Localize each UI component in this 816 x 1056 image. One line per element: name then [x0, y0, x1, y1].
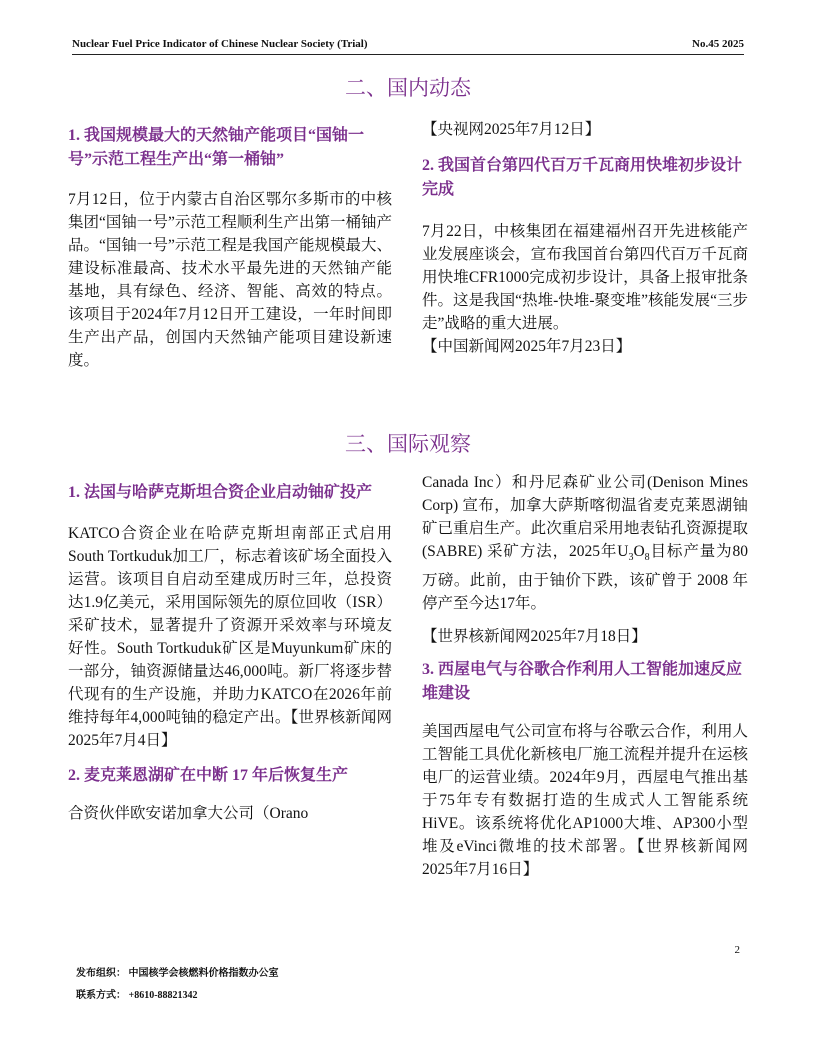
intl-item1-body: KATCO合资企业在哈萨克斯坦南部正式启用South Tortkuduk加工厂，标志着该矿场全面投入运营。该项目自启动至建成历时三年，总投资达1.9亿美元，采用国际领先的原位回收（ISR）采矿技术，显著提升了资源开采效率与环境友好性。South Tortkuduk矿区是Muyunkum矿床的一部分，铀资源储量达46,000吨。新厂将逐步替代现有的生产设施，并助力KATCO在2026年前维持每年4,000吨铀的稳定产出。【世界核新闻网2025年7月4日】 — [68, 525, 392, 749]
intl-item2-source: 【世界核新闻网2025年7月18日】 — [422, 628, 647, 646]
u3o8-sub-3: 3 — [628, 552, 634, 564]
intl-item2-body-cont — [422, 471, 748, 615]
intl-item2-body-start: 合资伙伴欧安诺加拿大公司（Orano — [68, 805, 309, 822]
domestic-item2-source: 【中国新闻网2025年7月23日】 — [422, 338, 632, 355]
domestic-item2-body: 7月22日，中核集团在福建福州召开先进核能产业发展座谈会，宣布我国首台第四代百万千瓦商用快堆CFR1000完成初步设计，具备上报审批条件。这是我国“热堆-快堆-聚变堆”核能发展“三步走”战略的重大进展。 — [422, 223, 748, 332]
intl-item2-body-b: 目标产量为80万磅。此前，由于铀价下跌，该矿曾于 2008 年停产至今达17年。 — [422, 543, 748, 613]
u3o8-o: O — [633, 543, 645, 560]
running-header — [72, 38, 744, 54]
section-heading-international: 三、国际观察 — [345, 432, 471, 456]
domestic-right-column — [422, 118, 748, 358]
intl-item2-body-a: Canada Inc）和丹尼森矿业公司(Denison Mines Corp) 宣布，加拿大萨斯喀彻温省麦克莱恩湖铀矿已重启生产。此次重启采用地表钻孔资源提取(SABRE) 采矿方法，2025年U — [422, 474, 748, 560]
intl-right-column — [422, 471, 748, 881]
u3o8-sub-8: 8 — [644, 552, 650, 564]
footer-org: 发布组织： 中国核学会核燃料价格指数办公室 — [76, 968, 279, 979]
domestic-left-column — [68, 124, 392, 372]
domestic-item1-source: 【央视网2025年7月12日】 — [422, 121, 601, 138]
page-number: 2 — [734, 944, 740, 956]
section-heading-domestic: 二、国内动态 — [345, 76, 471, 100]
footer-contact: 联系方式： +8610-88821342 — [76, 990, 198, 1001]
intl-left-column — [68, 481, 392, 825]
header-issue: No.45 2025 — [692, 38, 744, 50]
intl-item2-title: 2. 麦克莱恩湖矿在中断 17 年后恢复生产 — [68, 767, 349, 784]
header-title: Nuclear Fuel Price Indicator of Chinese Nuclear Society (Trial) — [72, 38, 368, 50]
domestic-item2-title: 2. 我国首台第四代百万千瓦商用快堆初步设计完成 — [422, 157, 743, 198]
header-rule — [72, 54, 744, 55]
domestic-item1-title: 1. 我国规模最大的天然铀产能项目“国铀一号”示范工程生产出“第一桶铀” — [68, 127, 365, 168]
intl-item3-title: 3. 西屋电气与谷歌合作利用人工智能加速反应堆建设 — [422, 661, 743, 703]
domestic-item1-body: 7月12日，位于内蒙古自治区鄂尔多斯市的中核集团“国铀一号”示范工程顺利生产出第一桶铀产品。“国铀一号”示范工程是我国产能规模最大、建设标准最高、技术水平最先进的天然铀产能基地，具有绿色、经济、智能、高效的特点。该项目于2024年7月12日开工建设，一年时间即生产出产品，创国内天然铀产能项目建设新速度。 — [68, 191, 392, 369]
intl-item3-body: 美国西屋电气公司宣布将与谷歌云合作，利用人工智能工具优化新核电厂施工流程并提升在运核电厂的运营业绩。2024年9月，西屋电气推出基于75年专有数据打造的生成式人工智能系统HiVE。该系统将优化AP1000大堆、AP300小型堆及eVinci微堆的技术部署。【世界核新闻网2025年7月16日】 — [422, 723, 748, 879]
intl-item1-title: 1. 法国与哈萨克斯坦合资企业启动铀矿投产 — [68, 484, 373, 501]
